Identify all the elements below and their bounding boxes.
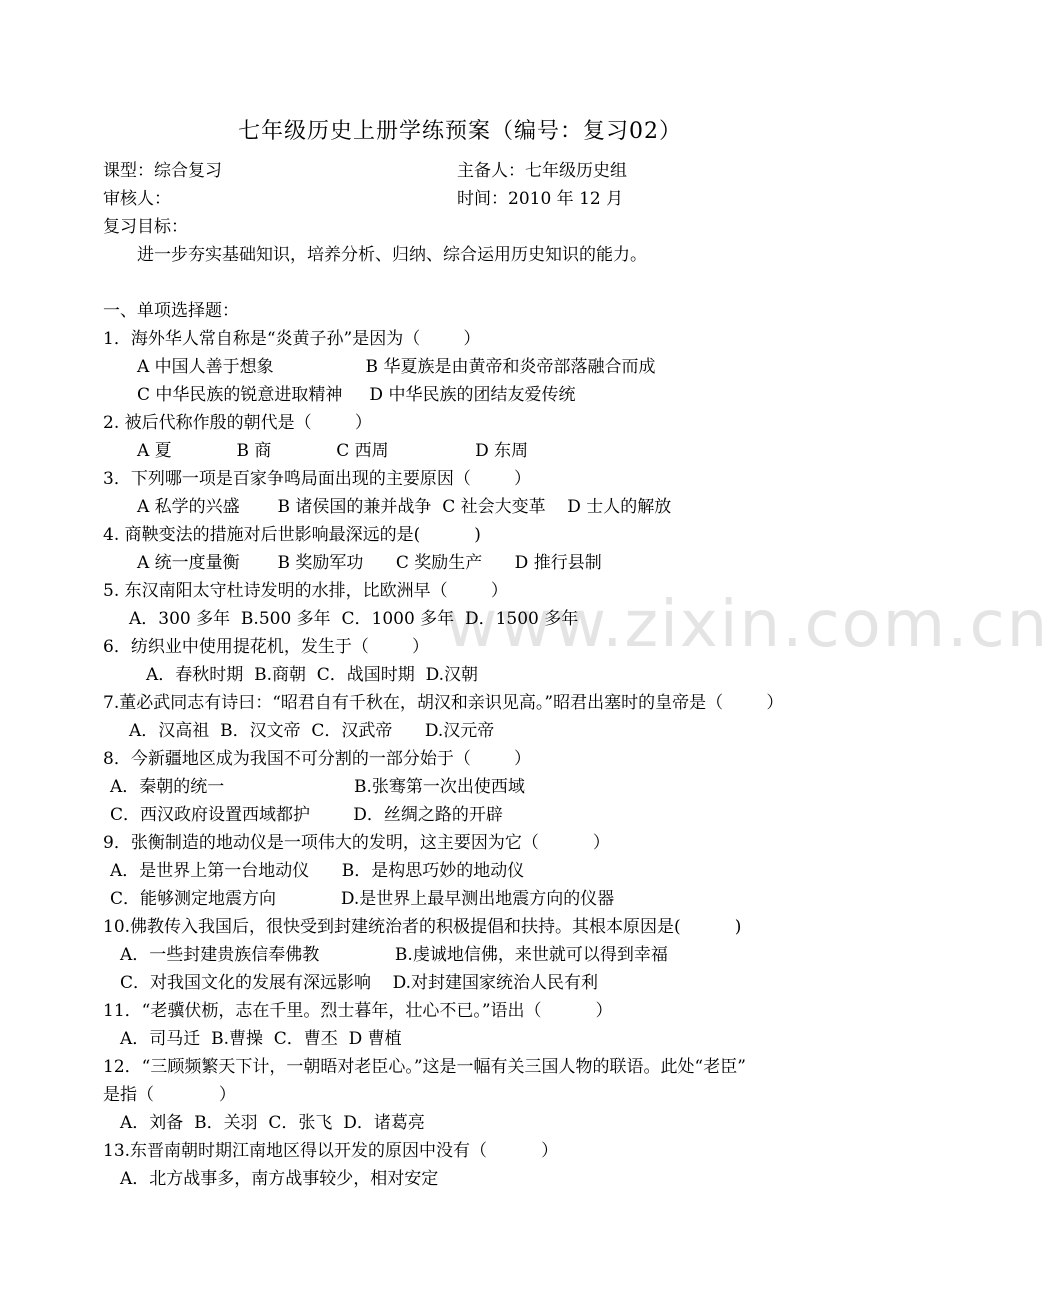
course-type: 课型：综合复习 xyxy=(103,161,222,181)
option-line: C．能够测定地震方向 D.是世界上最早测出地震方向的仪器 xyxy=(110,889,615,909)
option-line: A．春秋时期 B.商朝 C．战国时期 D.汉朝 xyxy=(146,665,479,685)
question-line: 9．张衡制造的地动仪是一项伟大的发明，这主要因为它（ ） xyxy=(103,833,610,853)
option-line: A．汉高祖 B．汉文帝 C．汉武帝 D.汉元帝 xyxy=(129,721,495,741)
lead-preparer: 主备人：七年级历史组 xyxy=(457,161,627,181)
question-line: 11．“老骥伏枥，志在千里。烈士暮年，壮心不已。”语出（ ） xyxy=(103,1001,613,1021)
question-line: 4. 商鞅变法的措施对后世影响最深远的是( ) xyxy=(103,525,481,545)
question-line: 13.东晋南朝时期江南地区得以开发的原因中没有（ ） xyxy=(103,1141,559,1161)
option-line: A．刘备 B．关羽 C．张飞 D．诸葛亮 xyxy=(120,1113,425,1133)
question-line: 1．海外华人常自称是“炎黄子孙”是因为（ ） xyxy=(103,329,481,349)
page-title: 七年级历史上册学练预案（编号：复习02） xyxy=(238,119,682,144)
option-line: C 中华民族的锐意进取精神 D 中华民族的团结友爱传统 xyxy=(137,385,576,405)
question-line: 7.董必武同志有诗曰：“昭君自有千秋在，胡汉和亲识见高。”昭君出塞时的皇帝是（ ） xyxy=(103,693,784,713)
date: 时间：2010 年 12 月 xyxy=(457,189,624,209)
question-line: 6．纺织业中使用提花机，发生于（ ） xyxy=(103,637,430,657)
option-line: A 中国人善于想象 B 华夏族是由黄帝和炎帝部落融合而成 xyxy=(137,357,656,377)
option-line: A．是世界上第一台地动仪 B．是构思巧妙的地动仪 xyxy=(110,861,525,881)
goal-label: 复习目标： xyxy=(103,217,188,237)
question-line: 2. 被后代称作殷的朝代是（ ） xyxy=(103,413,372,433)
question-line: 10.佛教传入我国后，很快受到封建统治者的积极提倡和扶持。其根本原因是( ) xyxy=(103,917,742,937)
goal-text: 进一步夯实基础知识，培养分析、归纳、综合运用历史知识的能力。 xyxy=(137,245,647,265)
option-line: A 统一度量衡 B 奖励军功 C 奖励生产 D 推行县制 xyxy=(137,553,602,573)
option-line: A．北方战事多，南方战事较少，相对安定 xyxy=(120,1169,439,1189)
option-line: C．对我国文化的发展有深远影响 D.对封建国家统治人民有利 xyxy=(120,973,599,993)
question-line: 5. 东汉南阳太守杜诗发明的水排，比欧洲早（ ） xyxy=(103,581,508,601)
option-line: A．一些封建贵族信奉佛教 B.虔诚地信佛，来世就可以得到幸福 xyxy=(120,945,668,965)
question-line: 8．今新疆地区成为我国不可分割的一部分始于（ ） xyxy=(103,749,532,769)
option-line: A 私学的兴盛 B 诸侯国的兼并战争 C 社会大变革 D 士人的解放 xyxy=(137,497,672,517)
option-line: C．西汉政府设置西域都护 D．丝绸之路的开辟 xyxy=(110,805,503,825)
watermark: www.zixin.com.cn xyxy=(445,588,1049,662)
question-line: 12．“三顾频繁天下计，一朝晤对老臣心。”这是一幅有关三国人物的联语。此处“老臣” xyxy=(103,1057,746,1077)
option-line: A．司马迁 B.曹操 C．曹丕 D 曹植 xyxy=(120,1029,402,1049)
section-heading: 一、单项选择题： xyxy=(103,301,239,321)
option-line: A．300 多年 B.500 多年 C．1000 多年 D．1500 多年 xyxy=(129,609,579,629)
question-line: 3．下列哪一项是百家争鸣局面出现的主要原因（ ） xyxy=(103,469,532,489)
option-line: A 夏 B 商 C 西周 D 东周 xyxy=(137,441,529,461)
option-line: A．秦朝的统一 B.张骞第一次出使西域 xyxy=(110,777,525,797)
question-line: 是指（ ） xyxy=(103,1085,236,1105)
reviewer: 审核人： xyxy=(103,189,171,209)
